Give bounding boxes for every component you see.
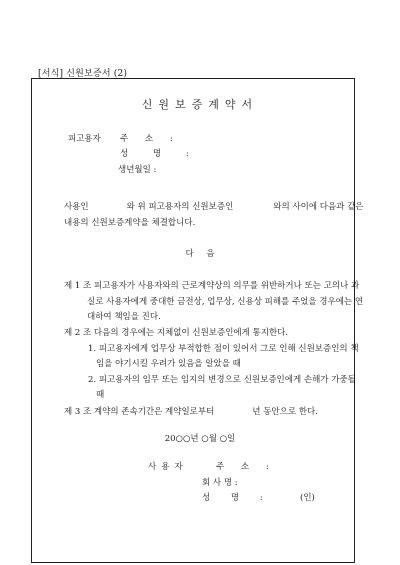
intro-part-3: 와의 사이에 다음과 같은 (273, 202, 364, 212)
article-1-line-3: 대하여 책임을 진다. (87, 312, 161, 322)
employer-address-label: 주 소 : (216, 462, 269, 472)
form-label: [서식] 신원보증서 (2) (38, 69, 128, 79)
employer-seal-mark: (인) (300, 493, 315, 503)
employee-dob-label: 생년월일 : (118, 165, 157, 175)
intro-part-1: 사용인 (64, 202, 89, 212)
intro-line-2: 내용의 신원보증계약을 체결합니다. (64, 218, 196, 228)
intro-part-2: 와 위 피고용자의 신원보증인 (126, 202, 234, 212)
employee-role-label: 피고용자 (68, 134, 101, 144)
employee-address-label: 주 소 : (120, 134, 173, 144)
employer-role-label: 사용자 (148, 462, 188, 472)
article-2-line-1: 제 2 조 다음의 경우에는 지체없이 신원보증인에게 통지한다. (64, 328, 289, 338)
article-3-line (64, 405, 318, 417)
employee-name-label: 성 명 : (120, 149, 189, 159)
article-3-part-2: 년 동안으로 한다. (252, 407, 318, 417)
article-2-item-2-line-1: 2. 피고용자의 임무 또는 임지의 변경으로 신원보증인에게 손해가 가중될 (88, 375, 356, 385)
employer-company-label: 회 사 명 : (202, 478, 238, 488)
article-1-line-2: 실로 사용자에게 중대한 금전상, 업무상, 신용상 피해를 주었을 경우에는 연 (87, 297, 364, 307)
article-1-line-1: 제 1 조 피고용자가 사용자와의 근로계약상의 의무를 위반하거나 또는 고의나 과 (64, 281, 360, 291)
article-3-part-1: 제 3 조 계약의 존속기간은 계약일로부터 (64, 407, 215, 417)
employer-name-label: 성 명 : (202, 493, 263, 503)
section-heading: 다 음 (185, 249, 215, 259)
intro-line-1 (64, 200, 364, 212)
contract-date: 20○○년 ○월 ○일 (164, 434, 236, 444)
article-2-item-2-line-2: 때 (96, 390, 105, 400)
article-2-item-1-line-2: 임을 야기시킬 우려가 있음을 알았을 때 (96, 359, 241, 369)
document-title: 신원보증계약서 (141, 98, 259, 111)
article-2-item-1-line-1: 1. 피고용자에게 업무상 부적합한 점이 있어서 그로 인해 신원보증인의 책 (88, 344, 359, 354)
